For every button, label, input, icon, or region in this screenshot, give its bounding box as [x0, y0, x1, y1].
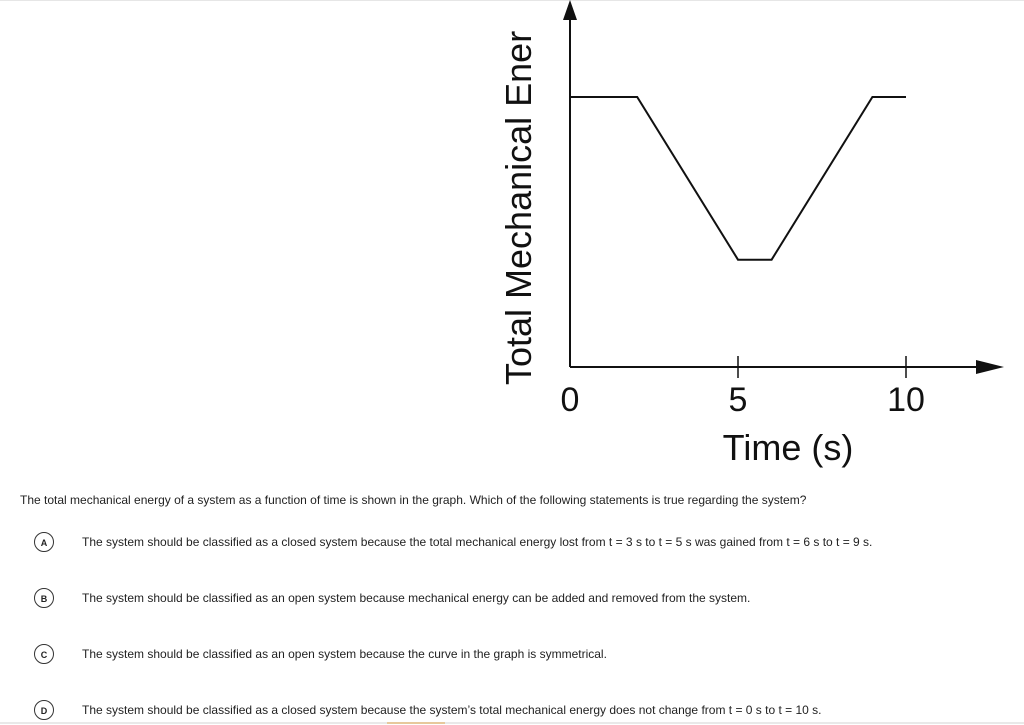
answer-option-d[interactable] [34, 700, 1014, 722]
y-axis-label: Total Mechanical Ener [498, 30, 539, 385]
bottom-accent-bar [387, 722, 445, 724]
x-tick-label: 0 [560, 381, 580, 419]
option-text-c: The system should be classified as an open system because the curve in the graph is symmetrical. [82, 647, 607, 661]
option-text-b: The system should be classified as an open system because mechanical energy can be added and removed from the system. [82, 591, 751, 605]
y-axis-arrow [563, 0, 577, 20]
x-axis-label: Time (s) [722, 427, 854, 468]
x-tick-label: 5 [728, 381, 748, 419]
option-text-a: The system should be classified as a closed system because the total mechanical energy lost from t = 3 s to t = 5 s was gained from t = 6 s to t = 9 s. [82, 535, 873, 549]
answer-option-a[interactable] [34, 532, 1014, 554]
answer-option-b[interactable] [34, 588, 1014, 610]
bottom-divider [0, 722, 1024, 724]
chart-ticks [561, 356, 925, 419]
option-letter-a: A [34, 532, 54, 552]
chart-series [570, 97, 906, 260]
energy-series-line [570, 97, 906, 260]
option-letter-b: B [34, 588, 54, 608]
answer-option-c[interactable] [34, 644, 1014, 666]
x-tick-label: 10 [887, 381, 925, 419]
chart-axes [563, 0, 1004, 374]
option-text-d: The system should be classified as a closed system because the system’s total mechanical energy does not change from t = 0 s to t = 10 s. [82, 703, 822, 717]
x-axis-arrow [976, 360, 1004, 374]
option-letter-d: D [34, 700, 54, 720]
option-letter-c: C [34, 644, 54, 664]
question-prompt: The total mechanical energy of a system as a function of time is shown in the graph. Which of the following statements is true regarding the system? [20, 493, 807, 507]
